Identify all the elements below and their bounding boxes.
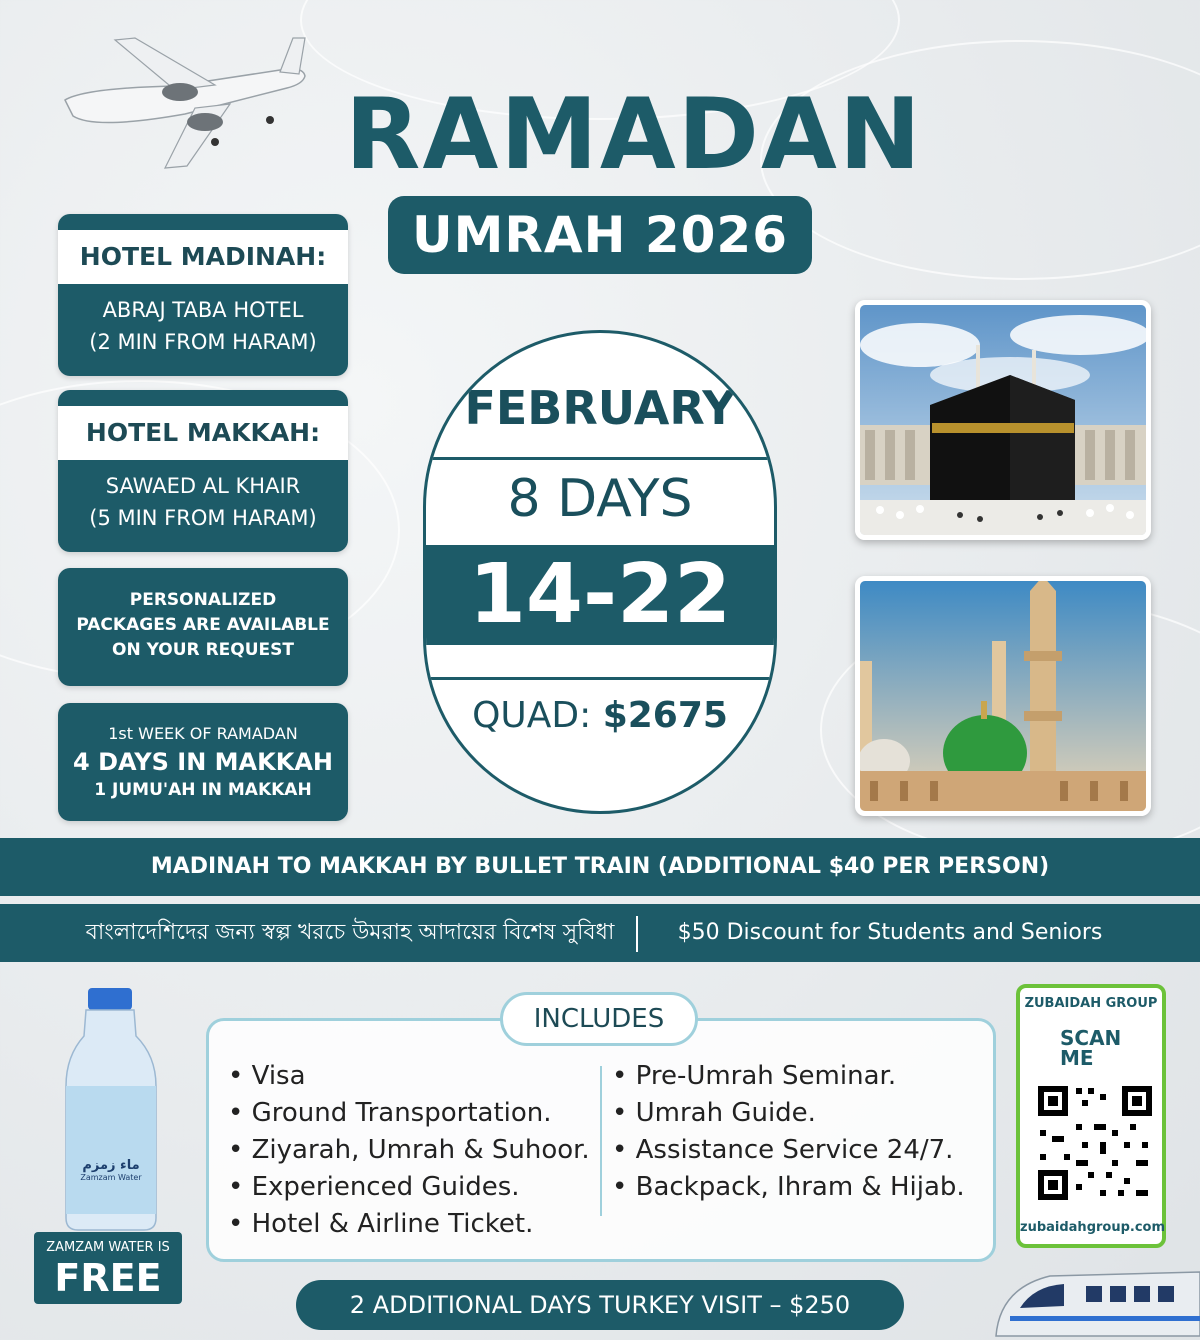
list-item: • Hotel & Airline Ticket.	[228, 1206, 590, 1243]
list-item: • Umrah Guide.	[612, 1095, 965, 1132]
turkey-visit-banner: 2 ADDITIONAL DAYS TURKEY VISIT – $250	[296, 1280, 904, 1330]
list-item: • Ziyarah, Umrah & Suhoor.	[228, 1132, 590, 1169]
qr-code-icon[interactable]	[1036, 1084, 1154, 1202]
hotel-makkah-name: SAWAED AL KHAIR	[105, 474, 301, 498]
list-item: • Experienced Guides.	[228, 1169, 590, 1206]
banner-divider	[636, 916, 638, 952]
qr-code-card[interactable]	[1016, 984, 1166, 1248]
page-title: RAMADAN	[345, 78, 923, 192]
discount-text: $50 Discount for Students and Seniors	[677, 920, 1103, 945]
scan-label: SCAN	[1060, 1026, 1122, 1050]
price-label	[426, 695, 774, 736]
subtitle-badge: UMRAH 2026	[388, 196, 812, 274]
me-label: ME	[1060, 1046, 1094, 1070]
personalized-line2: PACKAGES ARE AVAILABLE	[76, 615, 330, 635]
kaaba-photo	[855, 300, 1151, 540]
month-label: FEBRUARY	[464, 381, 736, 435]
price-value: $2675	[602, 695, 728, 736]
brand-name: ZUBAIDAH GROUP	[1024, 996, 1158, 1011]
ramadan-week-card	[58, 703, 348, 821]
personalized-card	[58, 568, 348, 686]
zamzam-label	[66, 1158, 156, 1182]
free-badge-line2: FREE	[54, 1256, 162, 1300]
zamzam-label-arabic: ماء زمزم	[82, 1158, 140, 1173]
scan-me-label	[1060, 1028, 1121, 1068]
zamzam-label-english: Zamzam Water	[80, 1173, 142, 1182]
ramadan-week-line3: 1 JUMU'AH IN MAKKAH	[94, 780, 312, 800]
website-link[interactable]: zubaidahgroup.com	[1020, 1220, 1166, 1235]
hotel-makkah-distance: (5 MIN FROM HARAM)	[89, 506, 317, 530]
list-item: • Visa	[228, 1058, 590, 1095]
hotel-makkah-heading: HOTEL MAKKAH:	[58, 406, 348, 460]
includes-divider	[600, 1066, 602, 1216]
hotel-madinah-heading: HOTEL MADINAH:	[58, 230, 348, 284]
hotel-makkah-card	[58, 390, 348, 552]
free-badge-line1: ZAMZAM WATER IS	[46, 1240, 170, 1255]
offer-banner	[0, 904, 1200, 962]
days-label: 8 DAYS	[507, 469, 693, 529]
airplane-icon	[55, 30, 310, 170]
bullet-train-icon	[990, 1258, 1200, 1340]
list-item: • Pre-Umrah Seminar.	[612, 1058, 965, 1095]
divider	[426, 677, 774, 680]
hotel-madinah-distance: (2 MIN FROM HARAM)	[89, 330, 317, 354]
date-oval	[423, 330, 777, 814]
personalized-line3: ON YOUR REQUEST	[112, 640, 294, 660]
hotel-madinah-card	[58, 214, 348, 376]
hotel-makkah-details	[58, 460, 348, 544]
list-item: • Backpack, Ihram & Hijab.	[612, 1169, 965, 1206]
ramadan-week-line1: 1st WEEK OF RAMADAN	[108, 724, 298, 743]
includes-title: INCLUDES	[500, 992, 698, 1046]
divider	[426, 457, 774, 460]
prophet-mosque-photo	[855, 576, 1151, 816]
list-item: • Ground Transportation.	[228, 1095, 590, 1132]
personalized-line1: PERSONALIZED	[129, 590, 277, 610]
hotel-madinah-name: ABRAJ TABA HOTEL	[102, 298, 304, 322]
date-range: 14-22	[426, 545, 774, 645]
bangla-offer-text: বাংলাদেশিদের জন্য স্বল্প খরচে উমরাহ আদায়ের বিশেষ সুবিধা	[85, 920, 615, 945]
includes-list-left	[228, 1058, 590, 1243]
free-zamzam-badge	[34, 1232, 182, 1304]
ramadan-week-line2: 4 DAYS IN MAKKAH	[73, 748, 333, 776]
hotel-madinah-details	[58, 284, 348, 368]
list-item: • Assistance Service 24/7.	[612, 1132, 965, 1169]
bullet-train-banner: MADINAH TO MAKKAH BY BULLET TRAIN (ADDITIONAL $40 PER PERSON)	[0, 838, 1200, 896]
zamzam-bottle-icon	[56, 986, 166, 1234]
price-type: QUAD:	[472, 695, 592, 736]
includes-list-right	[612, 1058, 965, 1206]
